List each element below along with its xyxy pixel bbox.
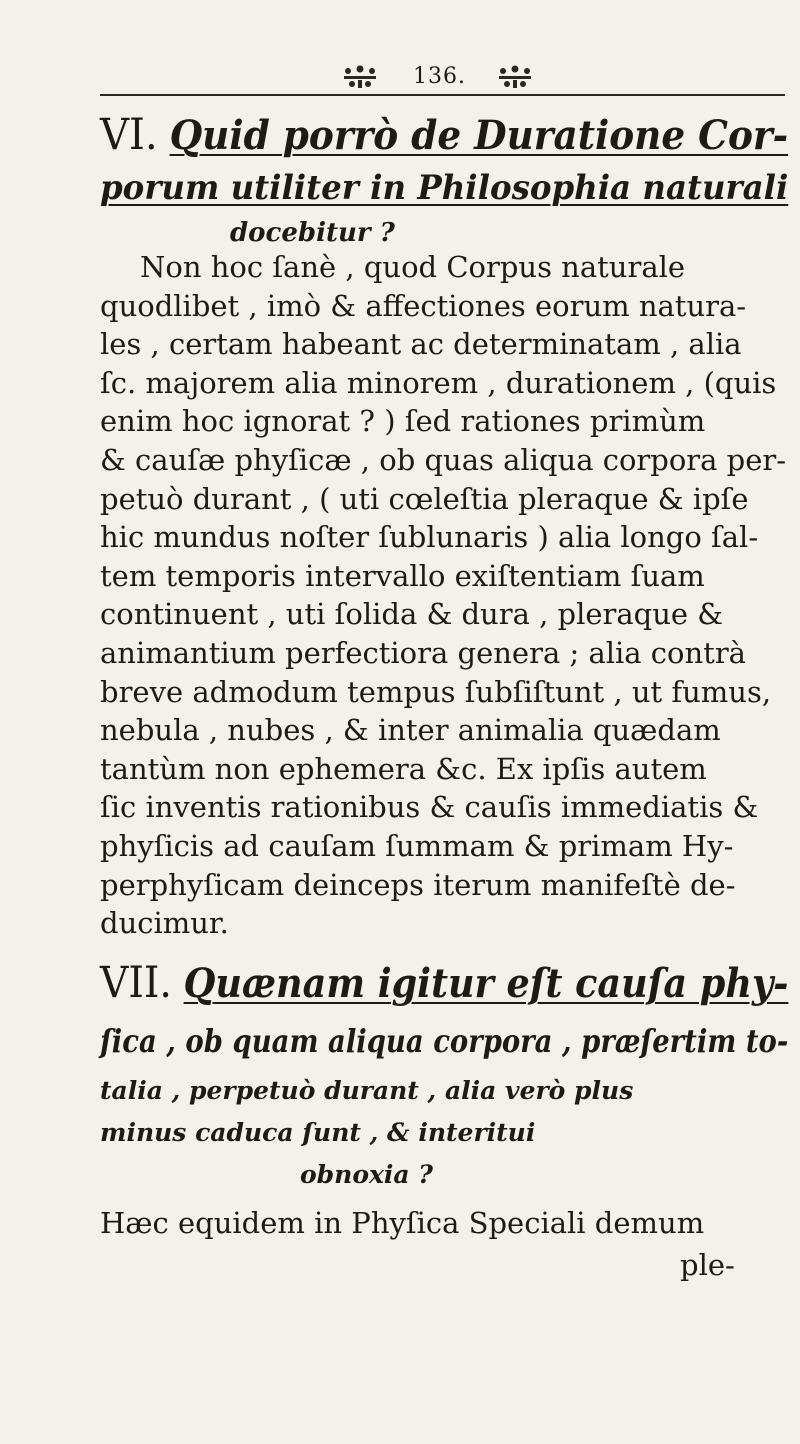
section-vi-body-line: ſic inventis rationibus & cauſis immediatis & — [100, 790, 759, 825]
section-vii-body-line: Hæc equidem in Phyſica Speciali demum — [100, 1206, 705, 1240]
section-vii-body-line: ple- — [680, 1248, 735, 1282]
section-vi-body-line: quodlibet , imò & affectiones eorum natura- — [100, 288, 747, 323]
section-vi-body-line: Non hoc ſanè , quod Corpus naturale — [140, 250, 686, 284]
section-vii-title-line-4: minus caduca ſunt , & interitui — [100, 1118, 536, 1147]
section-vi-body-line: perphyſicam deinceps iterum manifeſtè de- — [100, 867, 736, 902]
section-vii-title-line-1: Quænam igitur eſt cauſa phy- — [183, 960, 789, 1007]
section-vi-body-line: tem temporis intervallo exiſtentiam ſuam — [100, 558, 705, 593]
section-vi-title-line-2: porum utiliter in Philosophia naturali — [100, 168, 789, 208]
section-vi-body-line: tantùm non ephemera &c. Ex ipſis autem — [100, 751, 707, 786]
section-vi-body-line: enim hoc ignorat ? ) ſed rationes primùm — [100, 404, 706, 439]
section-vi-body-line: hic mundus noſter ſublunaris ) alia longo ſal- — [100, 520, 759, 555]
fleuron-ornament-left-icon — [340, 64, 380, 90]
section-vii-title-line-3: talia , perpetuò durant , alia verò plus — [100, 1076, 634, 1105]
section-vii-title-line-5: obnoxia ? — [300, 1160, 433, 1189]
section-vi-body-line: les , certam habeant ac determinatam , alia — [100, 327, 742, 362]
section-vi-title-line-1: Quid porrò de Duratione Cor- — [169, 112, 789, 159]
section-vii-numeral: VII. — [100, 958, 172, 1008]
section-vi-body-line: animantium perfectiora genera ; alia contrà — [100, 636, 746, 670]
header-rule — [100, 94, 785, 96]
section-vi-body-line: nebula , nubes , & inter animalia quædam — [100, 713, 721, 748]
section-vi-title-line-3: docebitur ? — [230, 218, 395, 248]
section-vi-body-line: continuent , uti ſolida & dura , pleraque & — [100, 597, 724, 632]
section-vi-body-line: ducimur. — [100, 906, 229, 941]
section-vi-numeral: VI. — [100, 110, 158, 160]
section-vi-body-line: & cauſæ phyſicæ , ob quas aliqua corpora per- — [100, 443, 787, 477]
page-number: 136. — [413, 64, 466, 89]
section-vii-title-line-2: ſica , ob quam aliqua corpora , præſertim to- — [100, 1022, 789, 1060]
running-header — [100, 62, 785, 98]
section-vi-body-line: phyſicis ad cauſam ſummam & primam Hy- — [100, 829, 734, 863]
section-vi-body-line: petuò durant , ( uti cœleſtia pleraque & ipſe — [100, 481, 749, 516]
fleuron-ornament-right-icon — [495, 64, 535, 90]
section-vi-body-line: ſc. majorem alia minorem , durationem , (quis — [100, 365, 777, 400]
section-vi-body-line: breve admodum tempus ſubſiſtunt , ut fumus, — [100, 674, 772, 709]
